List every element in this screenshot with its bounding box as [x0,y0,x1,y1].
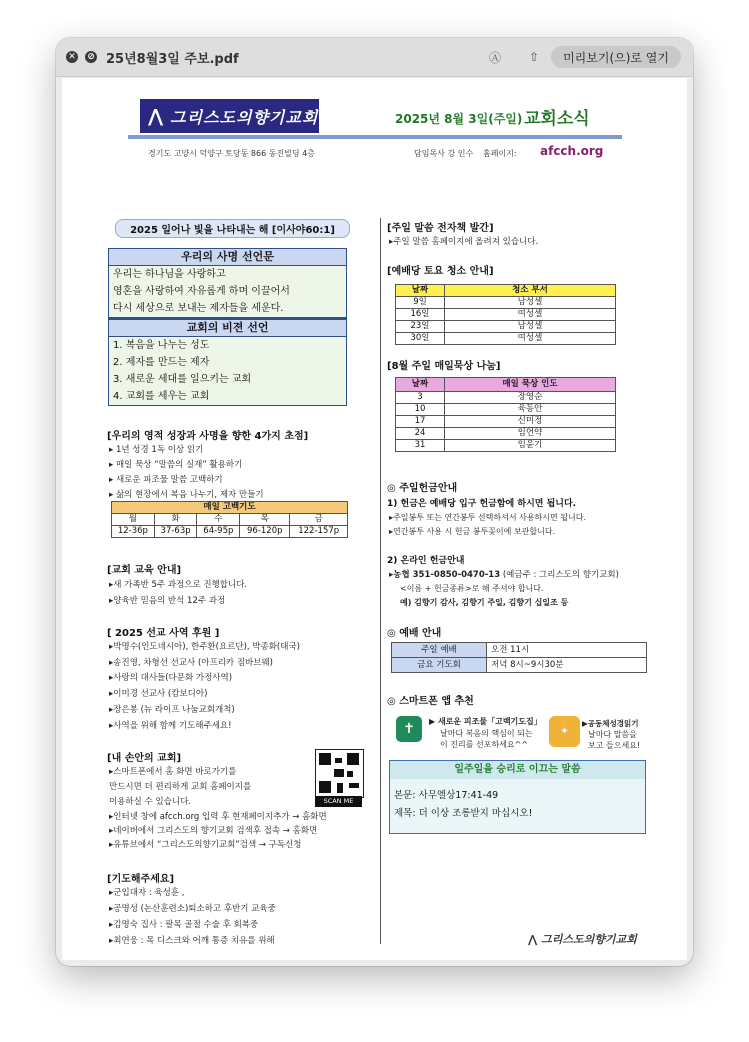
meditation-date: 10 [396,404,445,416]
mission-line: 영혼을 사랑하여 자유롭게 하며 이끌어서 [113,286,290,297]
cleaning-dept: 여성셀 [445,333,616,345]
church-logo [140,99,319,133]
focus-title: [우리의 영적 성장과 사명을 향한 4가지 초점] [107,431,309,442]
qr-code-icon[interactable] [315,749,364,798]
homepage-label: 홈페이지: [483,149,517,158]
vision-line: 2. 제자를 만드는 제자 [113,357,210,368]
ebook-item: ▸주일 말씀 홈페이지에 올려져 있습니다. [389,237,539,247]
mission-support-item: ▸사랑의 대사들(다문화 가정사역) [109,673,233,683]
service-time: 오전 11시 [487,643,647,658]
mobile-item: ▸스마트폰에서 홈 화면 바로가기를 [109,767,237,777]
pastor-name: 담임목사 강 인수 [414,149,474,158]
meditation-leader: 임윤기 [445,440,616,452]
prayer-item: ▸최연웅 : 목 디스크와 어깨 통증 치유를 위해 [109,936,275,946]
service-title: ◎ 예배 안내 [387,628,442,639]
logo-swoosh-icon: ⋀ [148,105,165,127]
cleaning-header: 날짜 [396,285,445,297]
app-title: ◎ 스마트폰 앱 추천 [387,696,474,707]
confession-app-icon[interactable]: ✝ [396,716,422,742]
focus-item: ▸ 새로운 피조물 말씀 고백하기 [109,475,223,485]
meditation-leader: 장영순 [445,392,616,404]
column-divider [380,218,381,944]
mobile-item: 이용하실 수 있습니다. [109,797,192,807]
bulletin-date: 2025년 8월 3일(주일) [395,112,523,126]
education-item: ▸새 가족반 5주 과정으로 진행합니다. [109,580,248,590]
prayer-title: [기도해주세요] [107,874,175,885]
open-with-preview-button[interactable]: 미리보기(으)로 열기 [551,46,681,68]
title-bar [56,38,693,77]
focus-item: ▸ 1년 성경 1독 이상 읽기 [109,445,204,455]
mission-support-item: ▸송진영, 차형선 선교사 (아프리카 짐바브웨) [109,658,273,668]
service-name: 금요 기도회 [392,658,487,673]
vision-line: 3. 새로운 세대를 일으키는 교회 [113,374,252,385]
close-icon[interactable]: ✕ [66,51,78,63]
cleaning-title: [예배당 토요 청소 안내] [387,266,494,277]
app2-title: ▶공동체성경읽기 [582,719,639,728]
app2-line: 보고 들으세요! [588,741,641,750]
offering-sub-online: 2) 온라인 헌금안내 [387,556,465,566]
markup-icon[interactable]: Ⓐ [488,50,501,65]
mission-support-item: ▸이미경 선교사 (캄보디아) [109,689,208,699]
app2-line: 날마다 말씀을 [588,730,637,739]
footer-logo-text: 그리스도의향기교회 [541,933,637,946]
cleaning-date: 16일 [396,309,445,321]
footer-logo [528,931,637,947]
qr-scan-label: SCAN ME [315,796,362,807]
page-range-cell: 12-36p [112,526,155,538]
meditation-date: 3 [396,392,445,404]
mobile-item: ▸유튜브에서 “그리스도의향기교회”검색 → 구독신청 [109,840,302,850]
mobile-church-title: [내 손안의 교회] [107,753,182,764]
day-cell: 월 [112,514,155,526]
bible-reading-table [111,501,348,538]
window-title: 25년8월3일 주보.pdf [106,51,239,67]
offering-sub-offline: 1) 헌금은 예배당 입구 헌금함에 하시면 됩니다. [387,499,577,509]
meditation-leader: 육동안 [445,404,616,416]
day-cell: 수 [197,514,240,526]
transfer-example: 예) 김향기 감사, 김향기 주일, 김향기 십일조 등 [400,598,569,607]
cleaning-dept: 남성셀 [445,297,616,309]
account-holder: (예금주 : 그리스도의 향기교회) [500,570,619,580]
meditation-date: 17 [396,416,445,428]
focus-item: ▸ 삶의 현장에서 복음 나누기, 제자 만들기 [109,490,264,500]
cleaning-dept: 여성셀 [445,309,616,321]
mobile-item: 만드시면 더 편리하게 교회 홈페이지를 [109,782,252,792]
offering-item: ▸연간봉투 사용 시 헌금 봉투꽂이에 보관합니다. [389,527,556,536]
meditation-header: 매일 묵상 인도 [445,378,616,392]
bible-reading-app-icon[interactable]: ✦ [549,716,580,747]
page-range-cell: 64-95p [197,526,240,538]
mission-support-item: ▸사역을 위해 함께 기도해주세요! [109,721,232,731]
app1-line: 날마다 복음의 핵심이 되는 [440,729,533,738]
mission-support-item: ▸박명수(인도네시아), 한주환(요르단), 박종화(태국) [109,642,300,652]
meditation-leader: 신미정 [445,416,616,428]
ebook-title: [주일 말씀 전자책 발간] [387,223,494,234]
mission-vision-box [108,248,347,406]
mobile-item: ▸네이버에서 그리스도의 향기교회 검색후 접속 → 홈화면 [109,826,318,836]
mission-line: 다시 세상으로 보내는 제자들을 세운다. [113,303,284,314]
year-theme-banner: 2025 일어나 빛을 나타내는 해 [이사야60:1] [115,219,350,238]
day-cell: 목 [240,514,290,526]
logo-text: 그리스도의향기교회 [170,107,319,127]
app1-line: 이 진리를 선포하세요^^ [440,740,529,749]
meditation-title: [8월 주일 매일묵상 나눔] [387,361,501,372]
vision-title: 교회의 비젼 선언 [109,320,346,337]
mission-support-title: [ 2025 선교 사역 후원 ] [107,628,220,639]
vision-line: 4. 교회를 세우는 교회 [113,391,210,402]
weekly-word-title: 일주일을 승리로 이끄는 말씀 [390,761,645,779]
header-divider [128,135,622,139]
page-range-cell: 96-120p [240,526,290,538]
service-name: 주일 예배 [392,643,487,658]
cleaning-date: 9일 [396,297,445,309]
mission-support-item: ▸장은봉 (뉴 라이프 나눔교회개척) [109,705,235,715]
focus-item: ▸ 매일 묵상 “말씀의 실재” 활용하기 [109,460,243,470]
sermon-scripture: 본문: 사무엘상17:41-49 [394,790,499,801]
service-table [391,642,647,673]
offering-title: ◎ 주일헌금안내 [387,483,458,494]
meditation-table [395,377,616,452]
meditation-date: 24 [396,428,445,440]
weekly-word-box [389,760,646,834]
meditation-leader: 임언약 [445,428,616,440]
page-range-cell: 122-157p [290,526,348,538]
app1-title: ▶ 새로운 피조물「고백기도집」 [429,717,542,726]
newsletter-title: 교회소식 [524,109,590,129]
prayer-item: ▸공명성 (논산훈련소)퇴소하고 후반기 교육중 [109,904,276,914]
service-time: 저녁 8시~9시30분 [487,658,647,673]
church-address: 경기도 고양시 덕양구 토당동 866 동진빌딩 4층 [148,149,315,158]
offering-item: ▸주일봉투 또는 연간봉투 선택하셔서 사용하시면 됩니다. [389,513,587,522]
prayer-item: ▸김명숙 집사 : 팔목 골절 수술 후 회복중 [109,920,259,930]
transfer-note: <이름 + 헌금종류>로 해 주셔야 합니다. [400,584,544,593]
mission-line: 우리는 하나님을 사랑하고 [113,269,226,280]
cleaning-table [395,284,616,345]
bible-table-title: 매일 고백기도 [112,502,348,514]
day-cell: 화 [154,514,197,526]
homepage-link[interactable]: afcch.org [540,144,604,158]
mobile-item: ▸인터넷 창에 afcch.org 입력 후 현재페이지추가 → 홈화면 [109,812,327,822]
education-item: ▸양육반 믿음의 반석 12주 과정 [109,596,226,606]
bank-account: ▸농협 351-0850-0470-13 [389,570,501,580]
page-range-cell: 37-63p [154,526,197,538]
prayer-item: ▸군입대자 : 육성훈 , [109,888,185,898]
cleaning-date: 23일 [396,321,445,333]
day-cell: 금 [290,514,348,526]
vision-line: 1. 복음을 나누는 성도 [113,340,210,351]
education-title: [교회 교육 안내] [107,565,182,576]
meditation-header: 날짜 [396,378,445,392]
meditation-date: 31 [396,440,445,452]
document-page [62,78,687,960]
cleaning-header: 청소 부서 [445,285,616,297]
pdf-preview-window [56,38,693,966]
minimize-icon[interactable]: ⊘ [85,51,97,63]
sermon-subject: 제목: 더 이상 조롱받지 마십시오! [394,808,533,819]
cleaning-dept: 남성셀 [445,321,616,333]
logo-swoosh-icon: ⋀ [528,933,542,946]
mission-title: 우리의 사명 선언문 [109,249,346,266]
cleaning-date: 30일 [396,333,445,345]
share-icon[interactable]: ⇧ [528,50,540,64]
